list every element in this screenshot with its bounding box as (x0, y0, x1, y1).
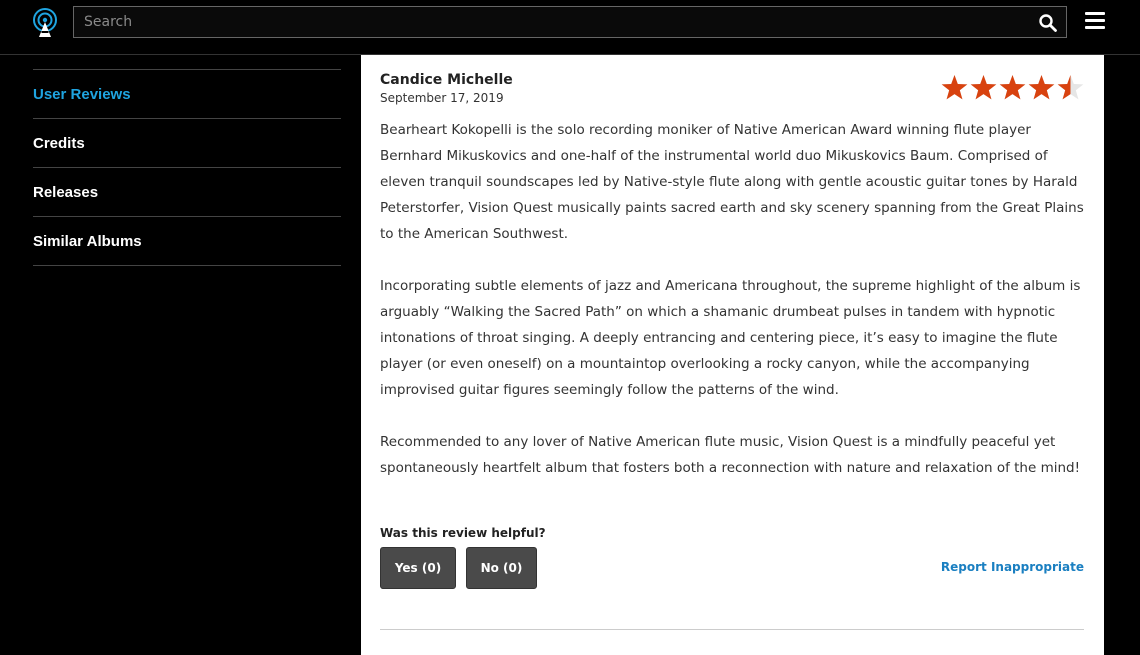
review-date: September 17, 2019 (380, 91, 504, 105)
vote-yes-button[interactable]: Yes (0) (380, 547, 456, 589)
review-paragraph: Incorporating subtle elements of jazz and Americana throughout, the supreme highlight of the album is arguably “Walking the Sacred Path” on which a shamanic drumbeat pulses in tandem with hypnotic intonations of throat singing. A deeply entrancing and centering piece, it’s easy to imagine the flute player (or even oneself) on a mountaintop overlooking a rocky canyon, while the accompanying improvised guitar figures seemingly follow the patterns of the wind. (380, 278, 1081, 398)
sidebar-divider (33, 265, 341, 266)
star-filled-icon (942, 75, 968, 99)
sidebar-item-credits[interactable]: Credits (33, 118, 341, 167)
top-bar (0, 0, 1140, 55)
sidebar-item-user-reviews[interactable]: User Reviews (33, 69, 341, 118)
search-icon[interactable] (1038, 13, 1058, 33)
report-inappropriate-link[interactable]: Report Inappropriate (940, 560, 1084, 574)
star-filled-icon (1029, 75, 1055, 99)
sidebar-item-releases[interactable]: Releases (33, 167, 341, 216)
star-filled-icon (1000, 75, 1026, 99)
album-sidebar-nav (33, 69, 341, 266)
review-paragraph: Recommended to any lover of Native American flute music, Vision Quest is a mindfully peaceful yet spontaneously heartfelt album that fosters both a reconnection with nature and relaxation of the mind! (380, 434, 1081, 476)
review-paragraph: Bearheart Kokopelli is the solo recording moniker of Native American Award winning flute player Bernhard Mikuskovics and one-half of the instrumental world duo Mikuskovics Baum. Comprised of eleven tranquil soundscapes led by Native-style flute along with gentle acoustic guitar tones by Harald Peterstorfer, Vision Quest musically paints sacred earth and sky scenery spanning from the Great Plains to the American Southwest. (380, 122, 1084, 242)
sidebar-item-similar-albums[interactable]: Similar Albums (33, 216, 341, 265)
review-body (380, 117, 1086, 507)
helpful-question: Was this review helpful? (380, 526, 546, 540)
search-input[interactable] (74, 7, 1024, 37)
review-divider (380, 629, 1084, 630)
review-author[interactable]: Candice Michelle (380, 72, 513, 88)
star-filled-icon (971, 75, 997, 99)
user-review-card (361, 55, 1104, 655)
star-rating (941, 73, 1086, 103)
search-box (73, 6, 1067, 38)
allmusic-logo-icon[interactable] (30, 6, 60, 38)
hamburger-menu-icon[interactable] (1085, 12, 1105, 32)
vote-no-button[interactable]: No (0) (466, 547, 537, 589)
